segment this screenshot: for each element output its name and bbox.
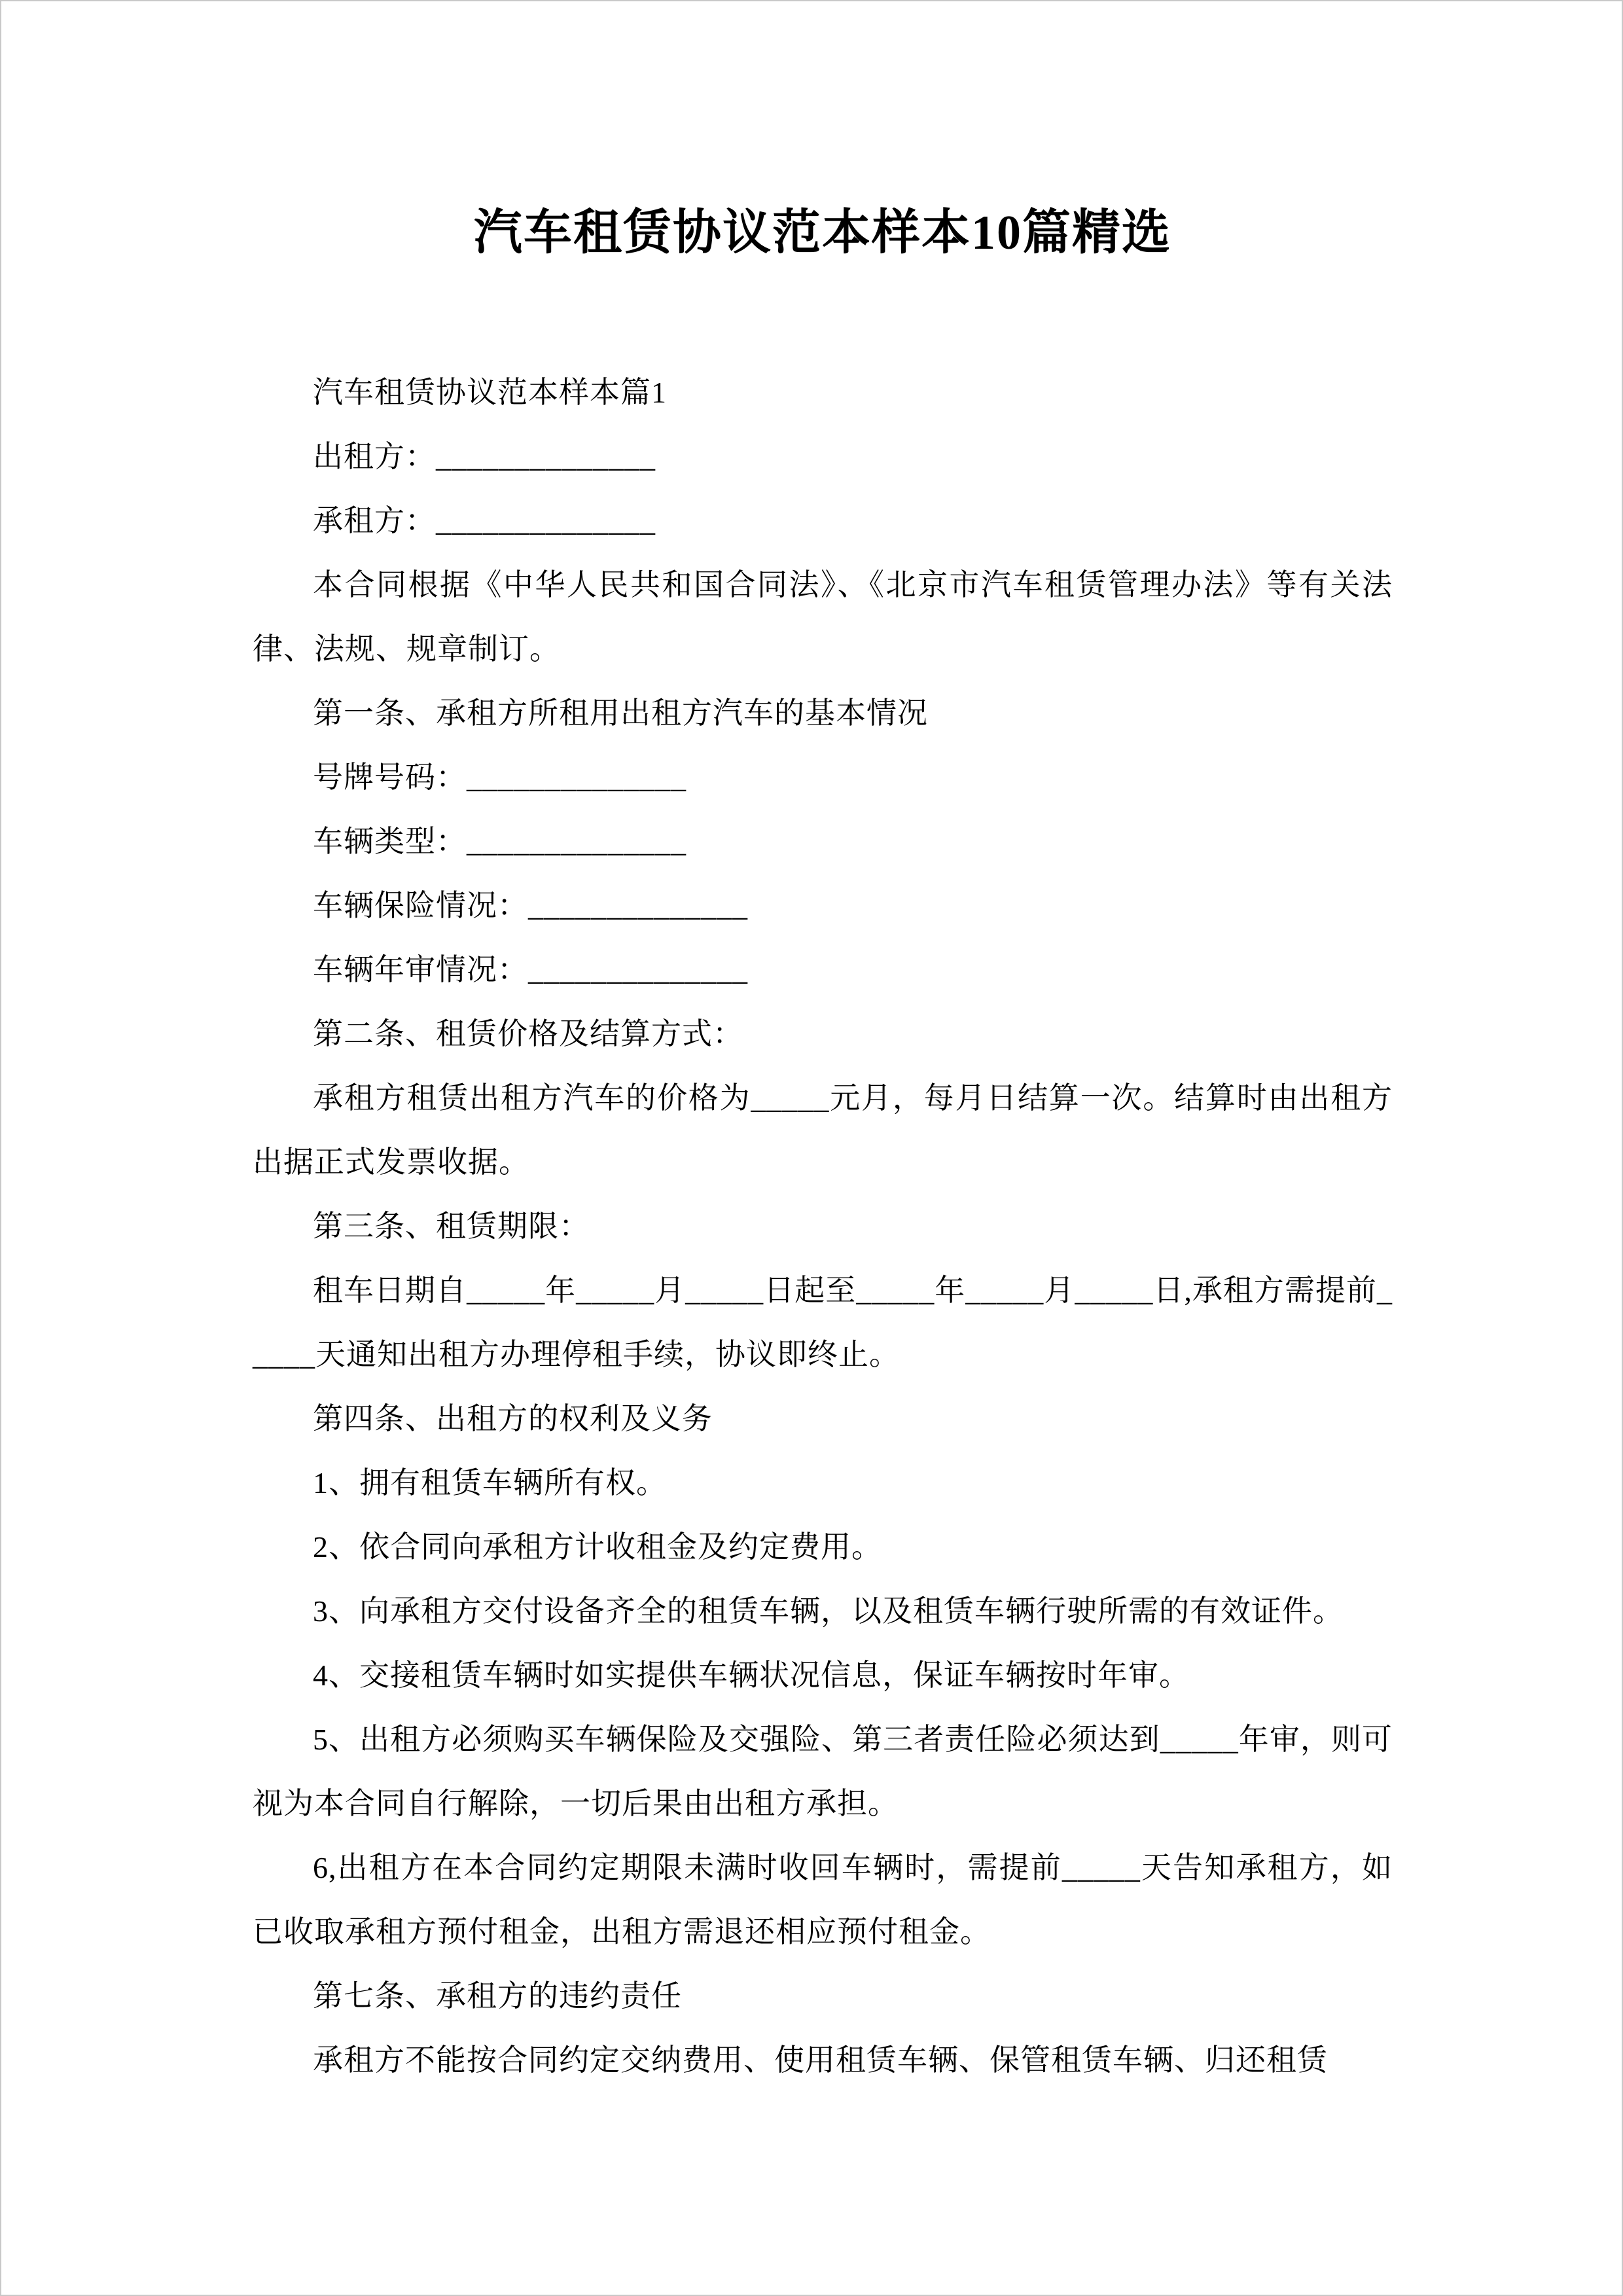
paragraph: 车辆年审情况：______________ [313, 952, 748, 986]
document-title: 汽车租赁协议范本样本10篇精选 [474, 206, 1171, 260]
paragraph: 号牌号码：______________ [313, 760, 687, 794]
paragraph: 汽车租赁协议范本样本篇1 [313, 375, 667, 409]
paragraph: 承租方：______________ [313, 503, 656, 537]
paragraph: 第四条、出租方的权利及义务 [313, 1401, 713, 1435]
paragraph: 本合同根据《中华人民共和国合同法》、《北京市汽车租赁管理办法》等有关法律、法规、规章制订。 [253, 567, 1393, 666]
paragraph: 2、依合同向承租方计收租金及约定费用。 [313, 1530, 882, 1564]
document-body [253, 361, 1393, 2092]
paragraph: 车辆类型：______________ [313, 824, 687, 858]
paragraph: 第七条、承租方的违约责任 [313, 1979, 682, 2013]
paragraph: 第一条、承租方所租用出租方汽车的基本情况 [313, 696, 928, 730]
paragraph: 1、拥有租赁车辆所有权。 [313, 1465, 667, 1499]
paragraph: 车辆保险情况：______________ [313, 888, 748, 922]
paragraph: 6,出租方在本合同约定期限未满时收回车辆时，需提前_____天告知承租方，如已收取承租方预付租金，出租方需退还相应预付租金。 [253, 1850, 1393, 1948]
paragraph: 3、向承租方交付设备齐全的租赁车辆，以及租赁车辆行驶所需的有效证件。 [313, 1594, 1344, 1628]
paragraph: 承租方租赁出租方汽车的价格为_____元月，每月日结算一次。结算时由出租方出据正式发票收据。 [253, 1081, 1393, 1179]
paragraph: 第三条、租赁期限： [313, 1209, 590, 1243]
paragraph: 5、出租方必须购买车辆保险及交强险、第三者责任险必须达到_____年审，则可视为本合同自行解除，一切后果由出租方承担。 [253, 1722, 1393, 1820]
paragraph: 出租方：______________ [313, 439, 656, 473]
paragraph: 承租方不能按合同约定交纳费用、使用租赁车辆、保管租赁车辆、归还租赁 [313, 2043, 1328, 2077]
paragraph: 4、交接租赁车辆时如实提供车辆状况信息，保证车辆按时年审。 [313, 1658, 1190, 1692]
paragraph: 第二条、租赁价格及结算方式： [313, 1016, 743, 1050]
paragraph: 租车日期自_____年_____月_____日起至_____年_____月_____日,承租方需提前_____天通知出租方办理停租手续，协议即终止。 [253, 1273, 1393, 1371]
